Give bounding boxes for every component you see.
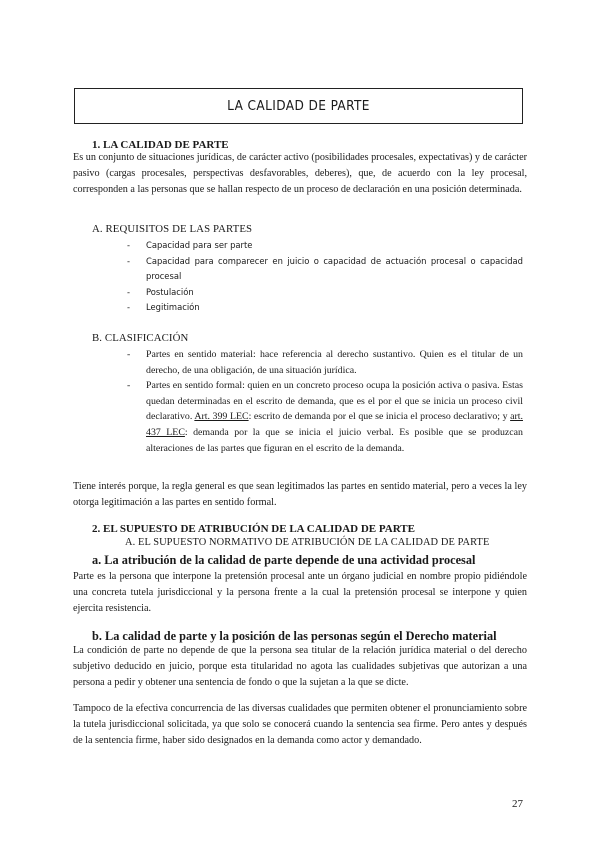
requisitos-heading: A. REQUISITOS DE LAS PARTES (92, 223, 253, 235)
list-item (127, 285, 523, 301)
partes-formal-text-2: : escrito de demanda por el que se inicia el proceso declarativo; y (248, 411, 511, 423)
title-box (74, 88, 523, 124)
section-1-paragraph: Es un conjunto de situaciones jurídicas, de carácter activo (posibilidades procesales, expectativas) y de carácter pasivo (cargas procesales, perspectivas desfavorables, deberes), que, de acuerdo con la ley procesal, corresponden a las personas que se hallan respecto de un proceso de declaración en una posición determinada. (73, 152, 527, 195)
requisito-1: Capacidad para ser parte (146, 240, 253, 250)
requisito-2: Capacidad para comparecer en juicio o capacidad de actuación procesal o capacidad procesal (146, 255, 523, 282)
bullet-dash: - (127, 286, 131, 297)
list-item (127, 238, 523, 254)
subsection-b-paragraph-1: La condición de parte no depende de que la persona sea titular de la relación jurídica material o del derecho subjetivo deducido en juicio, porque esta titularidad no agota las cualidades subjetivas que autorizan a una persona a pedir y obtener una sentencia de fondo o que la sujetan a la que se dicte. (73, 645, 527, 688)
bullet-dash: - (127, 302, 131, 313)
subsection-a-paragraph: Parte es la persona que interpone la pretensión procesal ante un órgano judicial en nombre propio pidiéndole una concreta tutela jurisdiccional y la persona frente a la cual la pretensión procesal se interpone y quien ejercita resistencia. (73, 571, 527, 614)
section-1-heading: 1. LA CALIDAD DE PARTE (92, 139, 229, 151)
art-399-lec-link: Art. 399 LEC (194, 411, 249, 423)
page-number: 27 (512, 798, 523, 810)
closing-paragraph: Tiene interés porque, la regla general es que sean legitimados las partes en sentido material, pero a veces la ley otorga legitimación a las partes en sentido formal. (73, 481, 527, 508)
requisitos-list (127, 238, 523, 316)
requisito-3: Postulación (146, 286, 194, 297)
subsection-b-paragraph-2: Tampoco de la efectiva concurrencia de las diversas cualidades que permiten obtener el pronunciamiento sobre la tutela jurisdiccional solicitada, ya que solo se conocerá cuando la sentencia sea firme. Pero antes y después de la sentencia firme, haber sido designados en la demanda como actor y demandado. (73, 703, 527, 746)
clasificacion-list (127, 347, 523, 456)
list-item (127, 300, 523, 316)
bullet-dash: - (127, 255, 131, 266)
bullet-dash: - (127, 380, 131, 392)
requisito-4: Legitimación (146, 302, 200, 313)
partes-formal (146, 378, 523, 456)
bullet-dash: - (127, 349, 131, 360)
clasificacion-heading: B. CLASIFICACIÓN (92, 332, 189, 344)
list-item (127, 254, 523, 285)
section-2-heading: 2. EL SUPUESTO DE ATRIBUCIÓN DE LA CALIDAD DE PARTE (92, 523, 415, 535)
partes-formal-text-3: : demanda por la que se inicia el juicio verbal. Es posible que se produzcan alteraciones de las partes que figuran en el escrito de la demanda. (146, 426, 523, 454)
partes-formal-text-1: Partes en sentido formal: quien en un concreto proceso ocupa la posición activa o pasiva. Estas quedan determinadas en el escrito de demanda, que es el por el que se inicia un proceso civil declarativo. (146, 380, 523, 423)
art-437-lec-link: art. 437 LEC (146, 411, 523, 438)
list-item (127, 347, 523, 378)
subsection-b-heading: b. La calidad de parte y la posición de las personas según el Derecho material (92, 629, 497, 643)
supuesto-normativo-heading: A. EL SUPUESTO NORMATIVO DE ATRIBUCIÓN DE LA CALIDAD DE PARTE (125, 537, 490, 548)
subsection-a-heading: a. La atribución de la calidad de parte depende de una actividad procesal (92, 553, 476, 567)
bullet-dash: - (127, 240, 131, 250)
page-title: LA CALIDAD DE PARTE (227, 98, 370, 114)
list-item (127, 378, 523, 456)
partes-material: Partes en sentido material: hace referencia al derecho sustantivo. Quien es el titular de un derecho, de una obligación, de una situación jurídica. (146, 349, 523, 376)
